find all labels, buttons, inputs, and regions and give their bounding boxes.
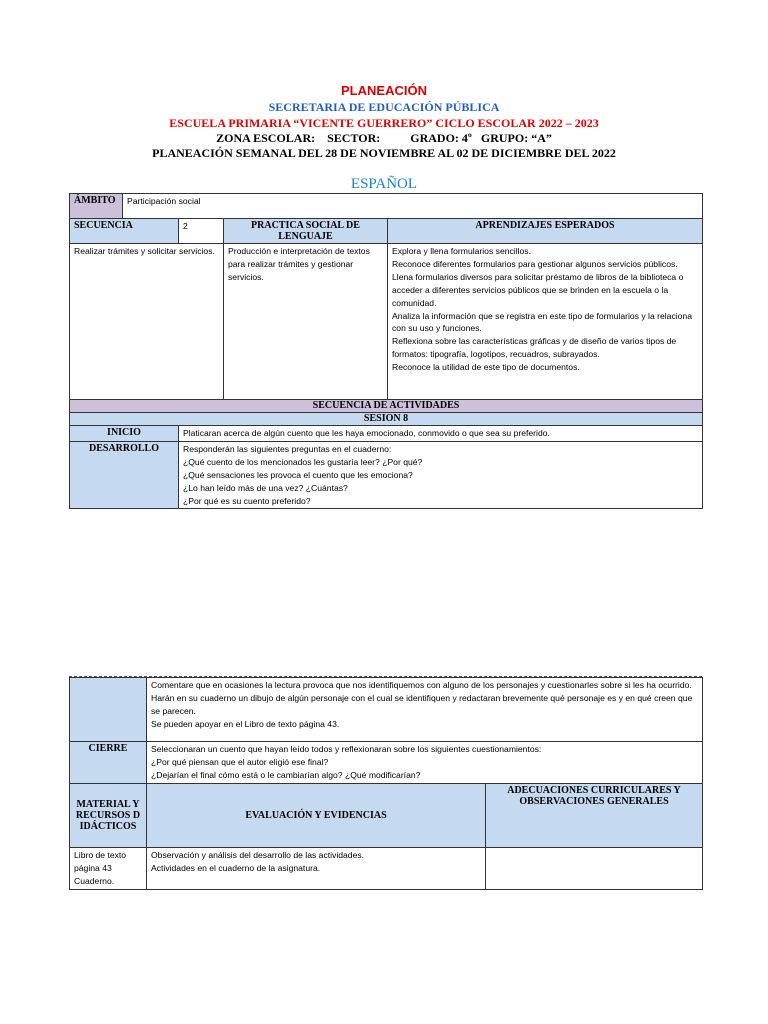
desarrollo-continued-text — [147, 678, 703, 742]
evaluacion-line: Observación y análisis del desarrollo de las actividades. — [151, 850, 365, 860]
cierre-line: ¿Dejarían el final cómo está o le cambiarían algo? ¿Qué modificarían? — [151, 769, 421, 780]
material-line: Libro de texto página 43 — [74, 850, 127, 873]
aprendizaje-item: Explora y llena formularios sencillos. — [392, 246, 531, 256]
desarrollo-line: ¿Qué sensaciones les provoca el cuento que les emociona? — [183, 469, 413, 480]
planning-table-continued — [69, 677, 703, 890]
produccion-cell: Producción e interpretación de textos para realizar trámites y gestionar servicios. — [224, 244, 388, 400]
week-heading: PLANEACIÓN SEMANAL DEL 28 DE NOVIEMBRE AL 02 DE DICIEMBRE DEL 2022 — [152, 146, 616, 160]
desarrollo-label: DESARROLLO — [70, 441, 179, 509]
aprendizaje-item: Llena formularios diversos para solicitar préstamo de libros de la biblioteca o acceder a diferentes servicios públicos que se brinden en la escuela o la comunidad. — [392, 271, 684, 308]
aprendizaje-item: Analiza la información que se registra en este tipo de formularios y la relaciona con su uso y funciones. — [392, 310, 692, 334]
ambito-value: Participación social — [123, 194, 703, 219]
continuacion-line: Se pueden apoyar en el Libro de texto página 43. — [151, 718, 340, 729]
cierre-line: Seleccionaran un cuento que hayan leído todos y reflexionaran sobre los siguientes cuestionamientos: — [151, 744, 542, 754]
adecuaciones-label: ADECUACIONES CURRICULARES Y OBSERVACIONES GENERALES — [486, 784, 703, 848]
material-line: Cuaderno. — [74, 875, 115, 886]
material-label: MATERIAL Y RECURSOS DIDÁCTICOS — [70, 784, 147, 848]
desarrollo-line: ¿Lo han leído más de una vez? ¿Cuántas? — [183, 482, 348, 493]
secuencia-actividades-label: SECUENCIA DE ACTIVIDADES — [70, 400, 703, 413]
practica-label: PRACTICA SOCIAL DE LENGUAJE — [224, 219, 388, 244]
desarrollo-text — [179, 441, 703, 509]
aprendizaje-item: Reconoce diferentes formularios para gestionar algunos servicios públicos. — [392, 258, 678, 269]
cierre-text — [147, 742, 703, 784]
tramites-cell: Realizar trámites y solicitar servicios. — [70, 244, 224, 400]
desarrollo-line: Responderán las siguientes preguntas en el cuaderno: — [183, 443, 392, 454]
adecuaciones-value — [486, 848, 703, 890]
evaluacion-value — [147, 848, 486, 890]
evaluacion-label: EVALUACIÓN Y EVIDENCIAS — [147, 784, 486, 848]
subject-heading: ESPAÑOL — [350, 176, 418, 192]
cierre-line: ¿Por qué piensan que el autor eligió ese final? — [151, 756, 329, 767]
desarrollo-line: ¿Qué cuento de los mencionados les gustaría leer? ¿Por qué? — [183, 456, 423, 467]
continuacion-line: Harán en su cuaderno un dibujo de algún personaje con el cual se identifiquen y redactaran brevemente qué personaje es y en qué creen que se parecen. — [151, 692, 693, 716]
document-title: PLANEACIÓN — [341, 83, 427, 98]
sesion-label: SESION 8 — [70, 413, 703, 426]
desarrollo-line: ¿Por qué es su cuento preferido? — [183, 495, 311, 506]
secuencia-label: SECUENCIA — [70, 219, 179, 244]
inicio-label: INICIO — [70, 426, 179, 442]
planning-table — [69, 193, 703, 509]
aprendizajes-cell — [388, 244, 703, 400]
school-heading: ESCUELA PRIMARIA “VICENTE GUERRERO” CICLO ESCOLAR 2022 – 2023 — [169, 116, 599, 130]
inicio-text: Platicaran acerca de algún cuento que les haya emocionado, conmovido o que sea su preferido. — [179, 426, 703, 442]
cierre-label: CIERRE — [70, 742, 147, 784]
aprendizaje-item: Reflexiona sobre las características gráficas y de diseño de varios tipos de formatos: tipografía, logotipos, recuadros, subrayados. — [392, 336, 677, 360]
secuencia-value: 2 — [179, 219, 224, 244]
secretaria-heading: SECRETARIA DE EDUCACIÓN PÚBLICA — [268, 100, 500, 114]
zone-grade-heading: ZONA ESCOLAR: SECTOR: GRADO: 4º GRUPO: “A” — [216, 131, 552, 145]
material-value — [70, 848, 147, 890]
aprendizaje-item: Reconoce la utilidad de este tipo de documentos. — [392, 362, 580, 373]
evaluacion-line: Actividades en el cuaderno de la asignatura. — [151, 862, 321, 873]
continuacion-line: Comentare que en ocasiones la lectura provoca que nos identifiquemos con alguno de los personajes y cuestionarles sobre si les ha ocurrido. — [151, 680, 692, 690]
ambito-label: ÁMBITO — [70, 194, 123, 219]
desarrollo-continued-label — [70, 678, 147, 742]
aprendizajes-label: APRENDIZAJES ESPERADOS — [388, 219, 703, 244]
